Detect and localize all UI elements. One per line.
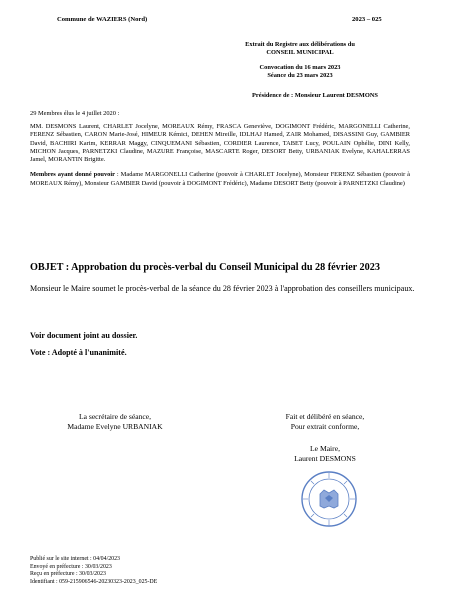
members-proxy — [30, 171, 410, 188]
town-seal-stamp — [300, 470, 358, 528]
signature-line-1: Fait et délibéré en séance, — [285, 412, 365, 421]
commune-name: Commune de WAZIERS (Nord) — [57, 16, 148, 23]
secretary-name: Madame Evelyne URBANIAK — [67, 422, 163, 431]
mayor-signature — [270, 412, 380, 464]
mayor-title: Le Maire, — [310, 444, 340, 453]
act-identifier: Identifiant : 059-215906546-20230323-2023_025-DE — [30, 578, 158, 585]
extract-line-1: Extrait du Registre aux délibérations du — [245, 41, 355, 48]
members-section — [30, 110, 410, 195]
session-date: Séance du 23 mars 2023 — [267, 72, 333, 79]
sent-date: Envoyé en préfecture : 30/03/2023 — [30, 563, 112, 570]
objet-title: OBJET : Approbation du procès-verbal du Conseil Municipal du 28 février 2023 — [30, 262, 380, 273]
published-date: Publié sur le site internet : 04/04/2023 — [30, 556, 120, 562]
signature-line-2: Pour extrait conforme, — [290, 422, 360, 431]
session-dates — [195, 64, 405, 80]
convocation-date: Convocation du 16 mars 2023 — [259, 64, 341, 71]
deliberation-body: Monsieur le Maire soumet le procès-verbal de la séance du 28 février 2023 à l'approbation des conseillers municipaux. — [30, 284, 415, 293]
transmission-footer — [30, 556, 157, 586]
secretary-role: La secrétaire de séance, — [78, 412, 152, 421]
proxy-label: Membres ayant donné pouvoir — [30, 171, 115, 179]
members-present-list: MM. DESMONS Laurent, CHARLET Jocelyne, MOREAUX Rémy, FRASCA Geneviève, DOGIMONT Frédéric, MARGONELLI Catherine, FERENZ Sébastien, CARON Marie-José, HIMEUR Kémici, DEHEN Mireille, IDLHAJ Hamed, ZAIR Mohamed, DISASSINI Guy, GAMBIER David, BACHIRI Karim, KERRAR Maggy, CINQUEMANI Sébastien, CORDIER Laurence, TABET Lucy, POULAIN Ophélie, DINI Kelly, MICHON Jacques, PARNETZKI Claudine, MAZURE Françoise, MASCARTE Roger, DESORT Betty, URBANIAK Evelyne, KAHALERRAS Jamel, MORANTIN Brigitte. — [30, 123, 410, 164]
attached-document-note: Voir document joint au dossier. — [30, 331, 138, 340]
extract-line-2: CONSEIL MUNICIPAL — [266, 49, 334, 56]
vote-result: Vote : Adopté à l'unanimité. — [30, 348, 127, 357]
deliberation-number: 2023 – 025 — [352, 16, 382, 23]
presidence: Présidence de : Monsieur Laurent DESMONS — [252, 92, 378, 99]
members-elected: 29 Membres élus le 4 juillet 2020 : — [30, 110, 120, 117]
secretary-signature — [45, 412, 185, 432]
extract-title — [195, 41, 405, 57]
mayor-name: Laurent DESMONS — [294, 454, 356, 463]
proxy-text: : Madame MARGONELLI Catherine (pouvoir à CHARLET Jocelyne), Monsieur FERENZ Sébastien (pouvoir à MOREAUX Rémy), Monsieur GAMBIER David (pouvoir à DOGIMONT Frédéric), Madame DESORT Betty (pouvoir à PARNETZKI Claudine) — [30, 171, 410, 187]
received-date: Reçu en préfecture : 30/03/2023 — [30, 571, 106, 578]
